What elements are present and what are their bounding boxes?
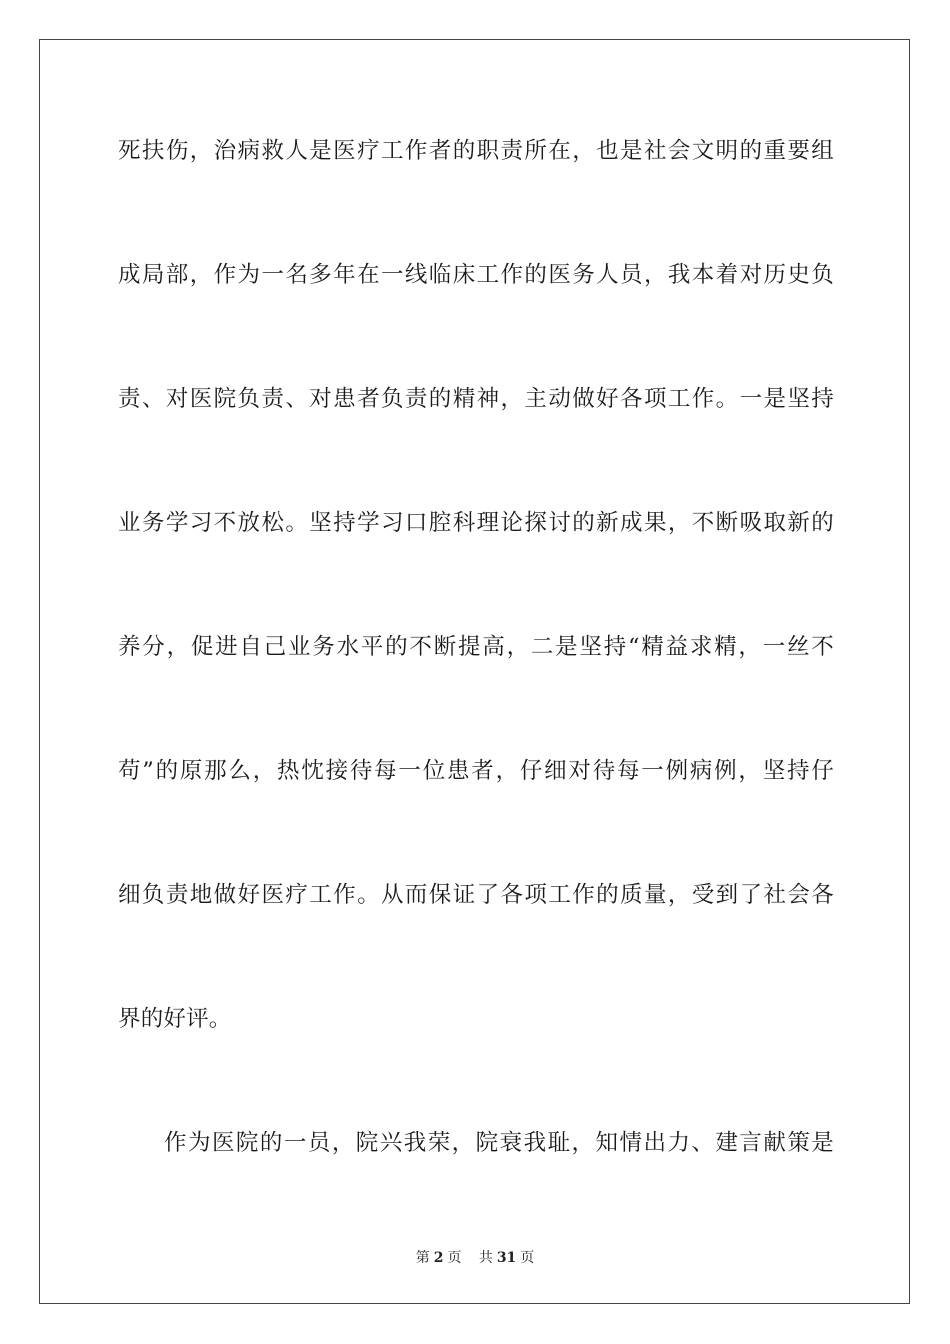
text-line: 责、对医院负责、对患者负责的精神，主动做好各项工作。一是坚持 [118,386,834,412]
total-pages: 31 [496,1250,517,1266]
page-suffix: 页 [447,1250,462,1266]
text-line: 业务学习不放松。坚持学习口腔科理论探讨的新成果，不断吸取新的 [118,510,834,536]
text-line: 苟”的原那么，热忱接待每一位患者，仔细对待每一例病例，坚持仔 [118,758,834,784]
paragraph-end-line: 界的好评。 [118,1006,232,1032]
total-suffix: 页 [520,1250,535,1266]
document-body [118,132,834,1248]
text-line: 养分，促进自己业务水平的不断提高，二是坚持“精益求精，一丝不 [118,634,834,660]
total-prefix: 共 [478,1250,493,1266]
page-prefix: 第 [415,1250,430,1266]
page-number: 2 [433,1250,444,1266]
text-line: 死扶伤，治病救人是医疗工作者的职责所在，也是社会文明的重要组 [118,138,834,164]
text-line: 成局部，作为一名多年在一线临床工作的医务人员，我本着对历史负 [118,262,834,288]
paragraph-first-line: 作为医院的一员，院兴我荣，院衰我耻，知情出力、建言献策是 [164,1130,834,1156]
text-line: 细负责地做好医疗工作。从而保证了各项工作的质量，受到了社会各 [118,882,834,908]
page-footer [0,1247,950,1267]
